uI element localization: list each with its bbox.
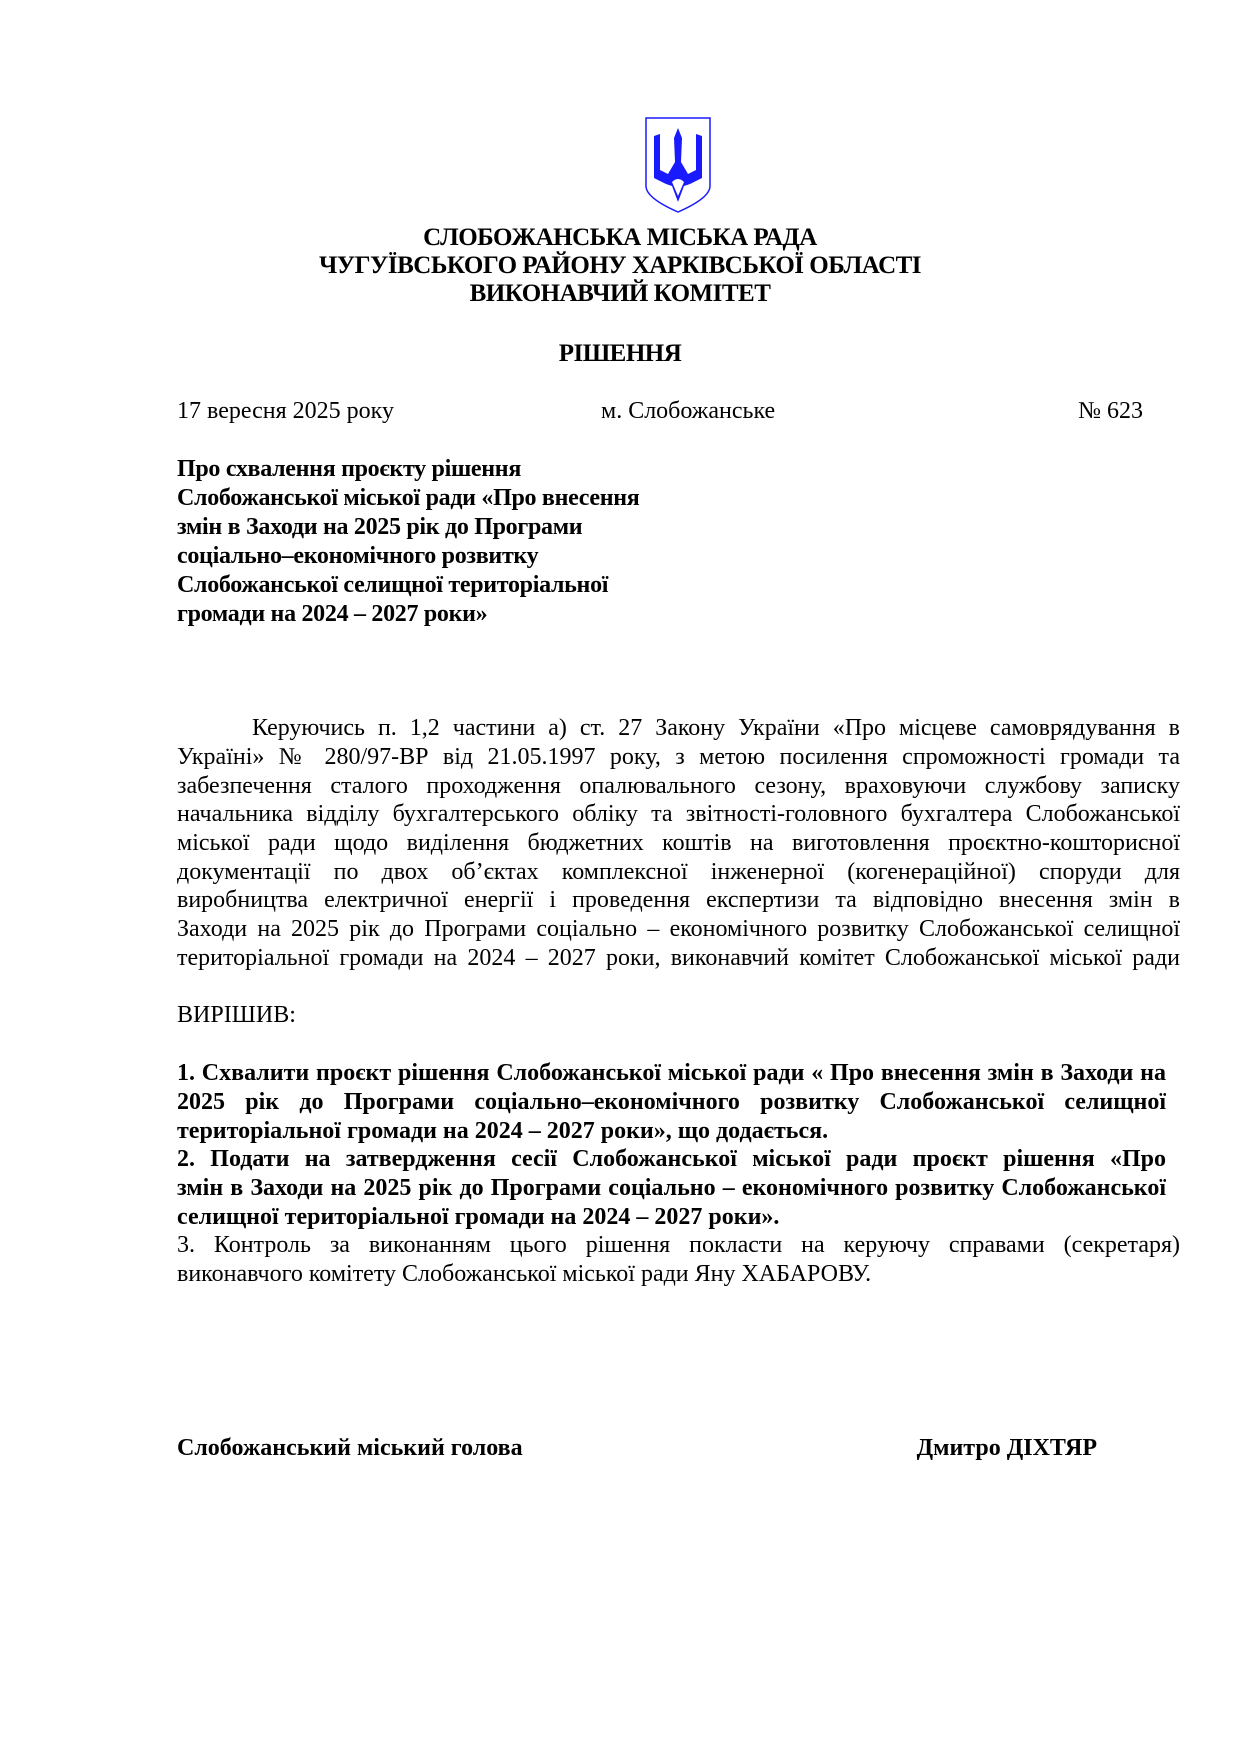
- preamble-line: Керуючись п. 1,2 частини а) ст. 27 Закону України «Про місцеве самоврядування в: [252, 715, 1180, 741]
- title-line: Слобожанської міської ради «Про внесення: [177, 485, 640, 511]
- preamble-line: документації по двох об’єктах комплексної інженерної (когенераційної) споруди для: [177, 859, 1180, 885]
- ukraine-coat-of-arms-emblem: [644, 116, 712, 214]
- preamble-line: міської ради щодо виділення бюджетних коштів на виготовлення проєктно-кошторисної: [177, 830, 1180, 856]
- preamble-line: начальника відділу бухгалтерського обліку та звітності-головного бухгалтера Слобожанської: [177, 801, 1180, 827]
- item-line: 3. Контроль за виконанням цього рішення покласти на керуючу справами (секретаря): [177, 1232, 1180, 1258]
- decided-heading: ВИРІШИВ:: [177, 1002, 296, 1028]
- title-line: змін в Заходи на 2025 рік до Програми: [177, 514, 583, 540]
- title-line: Про схвалення проєкту рішення: [177, 456, 521, 482]
- title-line: соціально–економічного розвитку: [177, 543, 539, 569]
- item-line: територіальної громади на 2024 – 2027 роки», що додається.: [177, 1118, 829, 1144]
- preamble-line: забезпечення сталого проходження опалювального сезону, враховуючи службову записку: [177, 773, 1180, 799]
- preamble-line: територіальної громади на 2024 – 2027 роки, виконавчий комітет Слобожанської міської ради: [177, 945, 1180, 971]
- decision-number: № 623: [1078, 398, 1143, 424]
- signatory-position: Слобожанський міський голова: [177, 1435, 523, 1461]
- title-line: громади на 2024 – 2027 роки»: [177, 601, 488, 627]
- item-line: 1. Схвалити проєкт рішення Слобожанської міської ради « Про внесення змін в Заходи на: [177, 1060, 1166, 1086]
- title-line: Слобожанської селищної територіальної: [177, 572, 609, 598]
- signatory-name: Дмитро ДІХТЯР: [916, 1435, 1097, 1461]
- decision-date: 17 вересня 2025 року: [177, 398, 394, 424]
- preamble-line: виробництва електричної енергії і проведення експертизи та відповідно внесення змін в: [177, 887, 1180, 913]
- item-line: змін в Заходи на 2025 рік до Програми соціально – економічного розвитку Слобожанської: [177, 1175, 1166, 1201]
- preamble-line: Заходи на 2025 рік до Програми соціально – економічного розвитку Слобожанської селищної: [177, 916, 1180, 942]
- item-line: селищної територіальної громади на 2024 – 2027 роки».: [177, 1204, 780, 1230]
- committee-name: ВИКОНАВЧИЙ КОМІТЕТ: [469, 280, 771, 307]
- preamble-line: Україні» № 280/97-ВР від 21.05.1997 року, з метою посилення спроможності громади та: [177, 744, 1180, 770]
- document-type: РІШЕННЯ: [558, 340, 682, 367]
- council-name: СЛОБОЖАНСЬКА МІСЬКА РАДА: [423, 224, 817, 251]
- district-name: ЧУГУЇВСЬКОГО РАЙОНУ ХАРКІВСЬКОЇ ОБЛАСТІ: [318, 252, 922, 279]
- item-line: 2025 рік до Програми соціально–економічного розвитку Слобожанської селищної: [177, 1089, 1166, 1115]
- decision-place: м. Слобожанське: [601, 398, 776, 424]
- item-line: 2. Подати на затвердження сесії Слобожанської міської ради проєкт рішення «Про: [177, 1146, 1166, 1172]
- item-line: виконавчого комітету Слобожанської міської ради Яну ХАБАРОВУ.: [177, 1261, 872, 1287]
